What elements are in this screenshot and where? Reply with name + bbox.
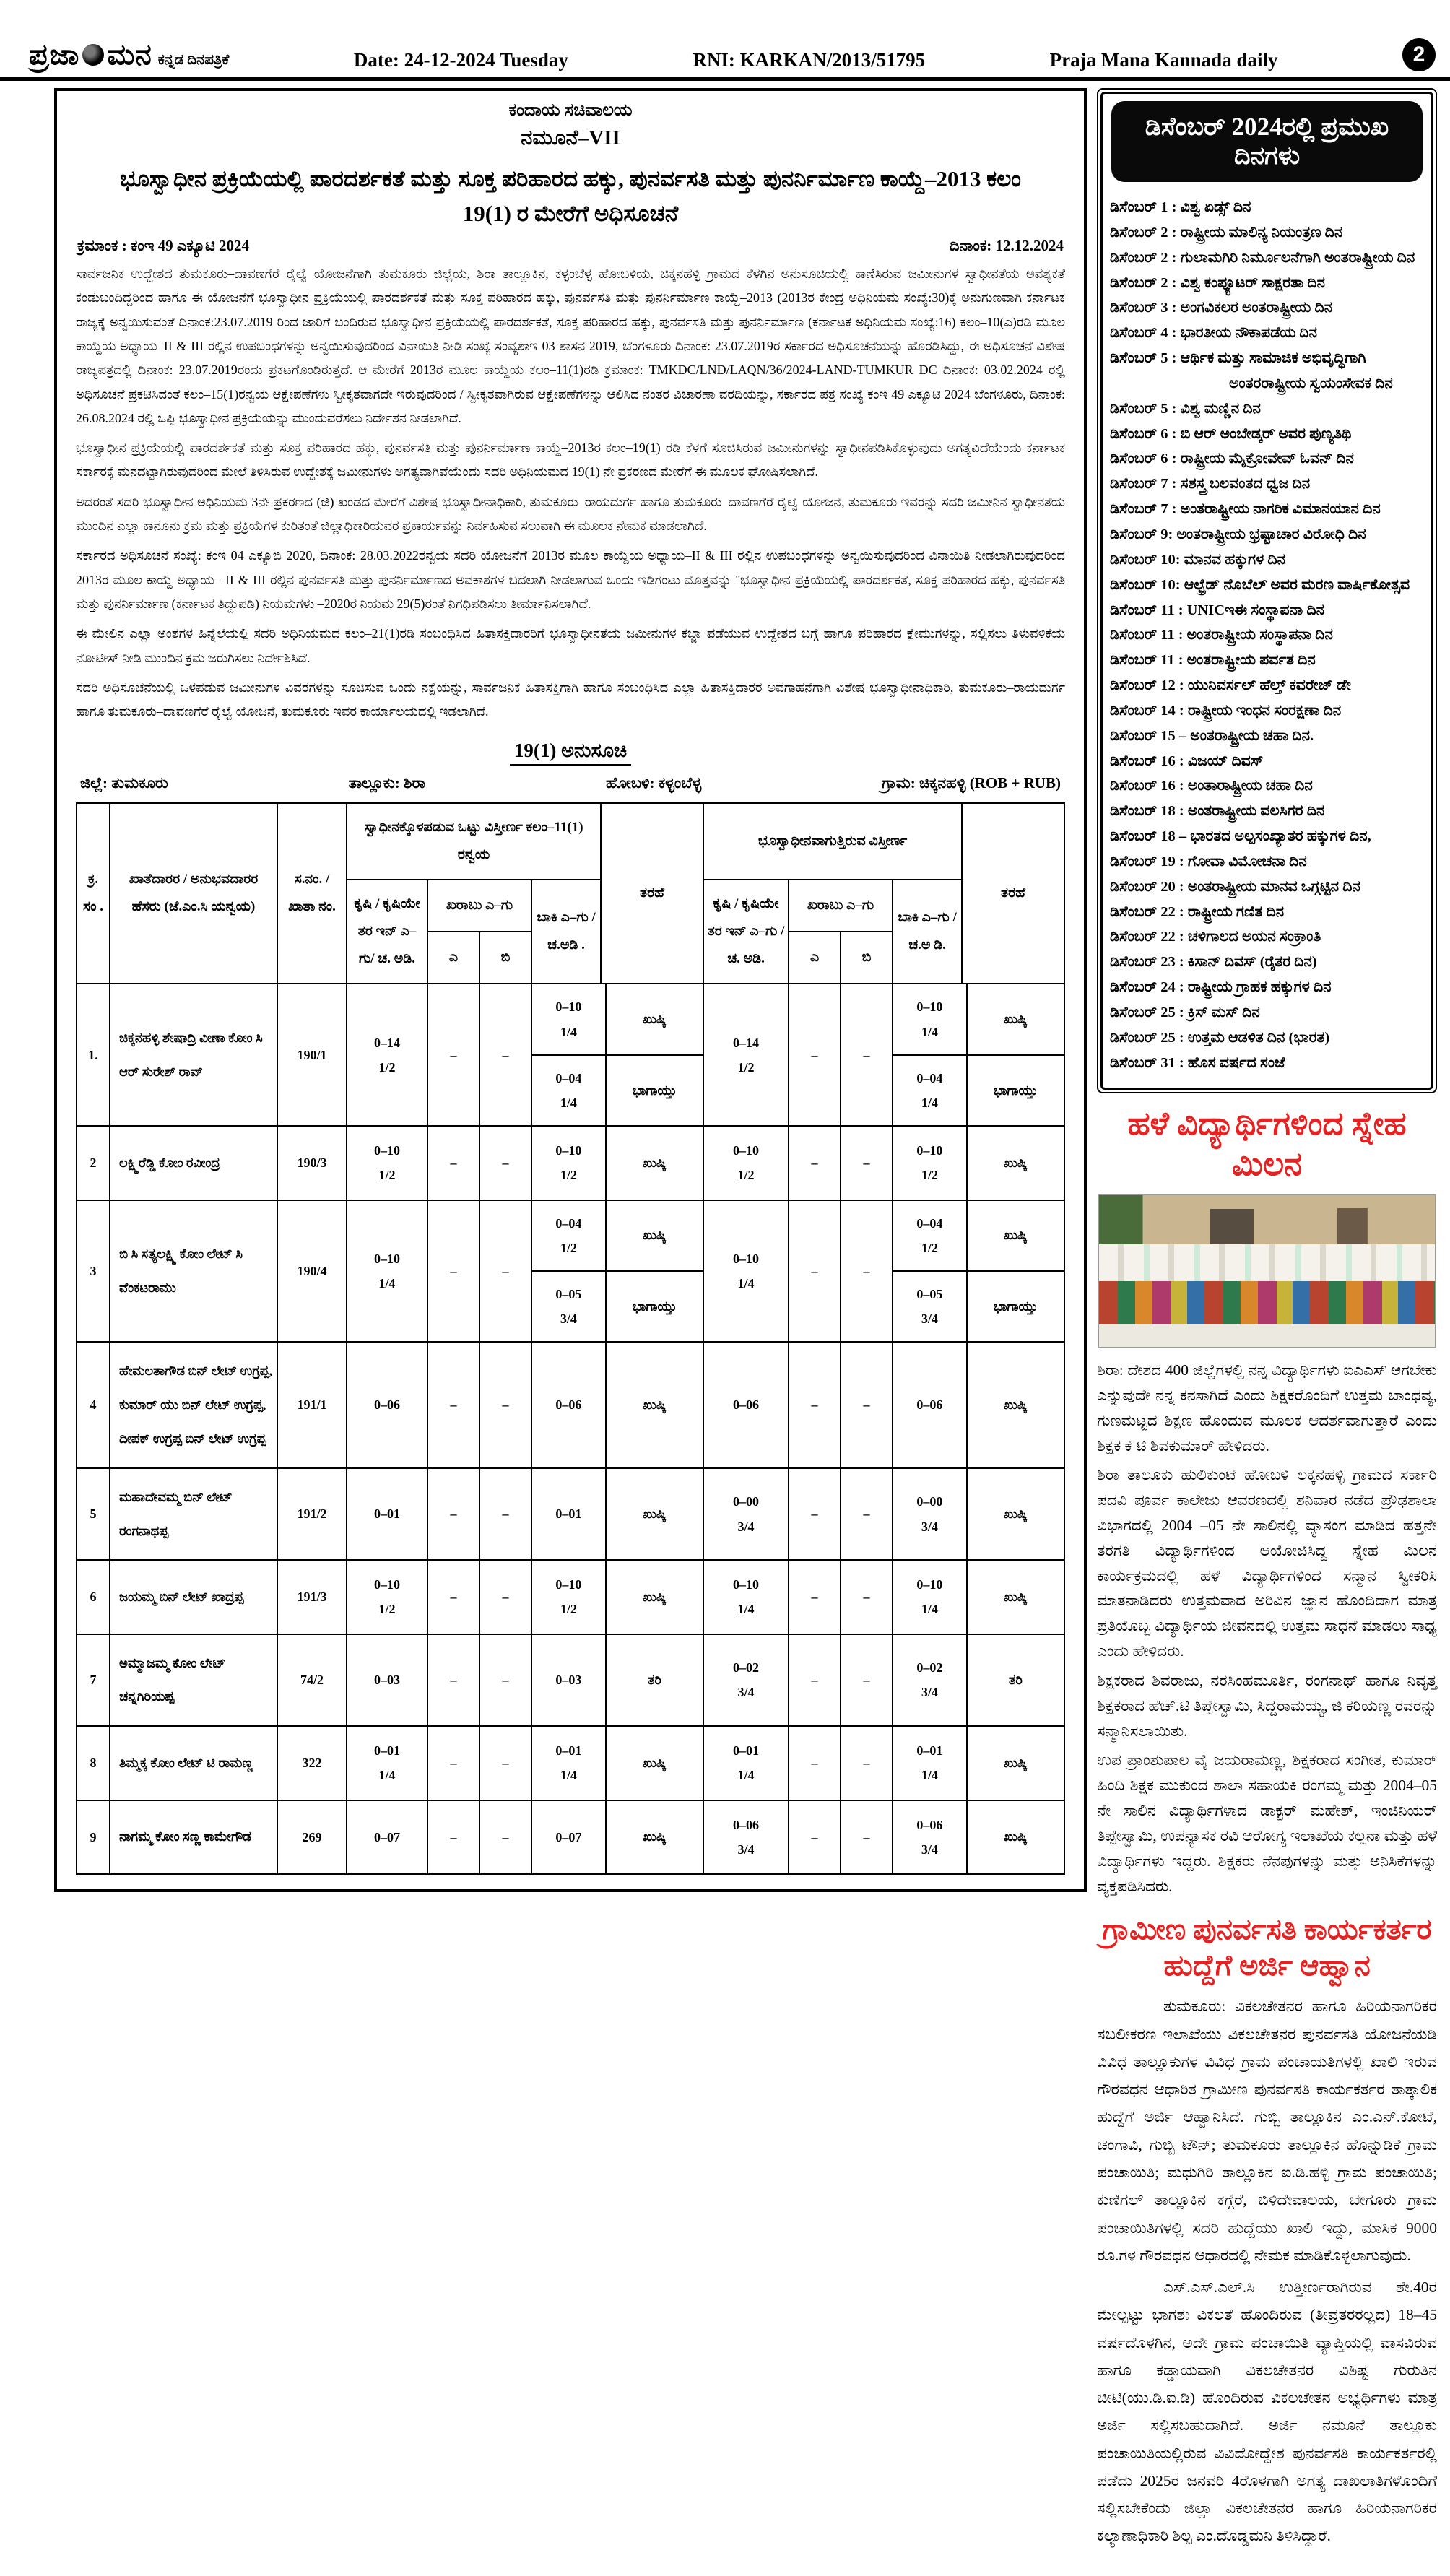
- december-day-item: ಡಿಸೆಂಬರ್ 14 : ರಾಷ್ಟ್ರೀಯ ಇಂಧನ ಸಂರಕ್ಷಣಾ ದಿನ: [1110, 702, 1342, 719]
- land-type: ಖುಷ್ಕಿ: [966, 1201, 1064, 1270]
- baki-taraha-subrow: [893, 1727, 1064, 1799]
- row-kharab-b-total: –: [479, 984, 531, 1126]
- land-type: ಖುಷ್ಕಿ: [605, 1561, 703, 1633]
- baki-area: 0–04 1/2: [916, 1215, 943, 1255]
- article-paragraph: ತುಮಕೂರು: ವಿಕಲಚೇತನರ ಹಾಗೂ ಹಿರಿಯನಾಗರಿಕರ ಸಬಲೀಕರಣ ಇಲಾಖೆಯು ವಿಕಲಚೇತನರ ಪುನರ್ವಸತಿ ಯೋಜನೆಯಡಿ ವಿವಿಧ ತಾಲ್ಲೂಕುಗಳ ವಿವಿಧ ಗ್ರಾಮ ಪಂಚಾಯತಿಗಳಲ್ಲಿ ಖಾಲಿ ಇರುವ ಗೌರವಧನ ಆಧಾರಿತ ಗ್ರಾಮೀಣ ಪುನರ್ವಸತಿ ಕಾರ್ಯಕರ್ತರ ತಾತ್ಕಾಲಿಕ ಹುದ್ದೆಗೆ ಅರ್ಜಿ ಆಹ್ವಾನಿಸಿದೆ. ಗುಬ್ಬಿ ತಾಲ್ಲೂಕಿನ ಎಂ.ಎನ್.ಕೋಟೆ, ಚಂಗಾವಿ, ಗುಬ್ಬಿ ಟೌನ್; ತುಮಕೂರು ತಾಲ್ಲೂಕಿನ ಹೊನ್ನುಡಿಕೆ ಗ್ರಾಮ ಪಂಚಾಯಿತಿ; ಮಧುಗಿರಿ ತಾಲ್ಲೂಕಿನ ಐ.ಡಿ.ಹಳ್ಳಿ ಗ್ರಾಮ ಪಂಚಾಯಿತಿ; ಕುಣಿಗಲ್ ತಾಲ್ಲೂಕಿನ ಕಗ್ಗೆರೆ, ಬಿಳಿದೇವಾಲಯ, ಬೇಗೂರು ಗ್ರಾಮ ಪಂಚಾಯಿತಿಗಳಲ್ಲಿ ಸದರಿ ಹುದ್ದೆಯು ಖಾಲಿ ಇದ್ದು, ಮಾಸಿಕ 9000 ರೂ.ಗಳ ಗೌರವಧನ ಆಧಾರದಲ್ಲಿ ನೇಮಕ ಮಾಡಿಕೊಳ್ಳಲಾಗುವುದು.: [1097, 1998, 1437, 2264]
- december-day-item: ಡಿಸೆಂಬರ್ 4 : ಭಾರತೀಯ ನೌಕಾಪಡೆಯ ದಿನ: [1110, 325, 1318, 342]
- row-owner-name: ಜಯಮ್ಮ ಬಿನ್ ಲೇಟ್ ಖಾದ್ರಪ್ಪ: [110, 1560, 277, 1634]
- row-kharab-b-acquired: –: [841, 1200, 893, 1343]
- row-baki-taraha-acquired: [893, 1634, 1064, 1727]
- december-day-item: ಡಿಸೆಂಬರ್ 15 – ಅಂತರಾಷ್ಟ್ರೀಯ ಚಹಾ ದಿನ.: [1110, 727, 1314, 744]
- baki-area: 0–02 3/4: [916, 1660, 943, 1700]
- article-paragraph: ಎಸ್.ಎಸ್.ಎಲ್.ಸಿ ಉತ್ತೀರ್ಣರಾಗಿರುವ ಶೇ.40ರ ಮೇಲ್ಪಟ್ಟು ಭಾಗಶಃ ವಿಕಲತೆ ಹೊಂದಿರುವ (ತೀವ್ರತರರಲ್ಲದ) 18–45 ವರ್ಷದೊಳಗಿನ, ಅದೇ ಗ್ರಾಮ ಪಂಚಾಯಿತಿ ವ್ಯಾಪ್ತಿಯಲ್ಲಿ ವಾಸವಿರುವ ಹಾಗೂ ಕಡ್ಡಾಯವಾಗಿ ವಿಕಲಚೇತನರ ವಿಶಿಷ್ಟ ಗುರುತಿನ ಚೀಟಿ(ಯು.ಡಿ.ಐ.ಡಿ) ಹೊಂದಿರುವ ವಿಕಲಚೇತನ ಅಭ್ಯರ್ಥಿಗಳು ಮಾತ್ರ ಅರ್ಜಿ ಸಲ್ಲಿಸಬಹುದಾಗಿದೆ. ಅರ್ಜಿ ನಮೂನೆ ತಾಲ್ಲೂಕು ಪಂಚಾಯಿತಿಯಲ್ಲಿರುವ ವಿವಿದೋದ್ದೇಶ ಪುನರ್ವಸತಿ ಕಾರ್ಯಕರ್ತರಲ್ಲಿ ಪಡೆದು 2025ರ ಜನವರಿ 4ರೊಳಗಾಗಿ ಅಗತ್ಯ ದಾಖಲಾತಿಗಳೊಂದಿಗೆ ಸಲ್ಲಿಸಬೇಕೆಂದು ಜಿಲ್ಲಾ ವಿಕಲಚೇತನರ ಹಾಗೂ ಹಿರಿಯನಾಗರಿಕರ ಕಲ್ಯಾಣಾಧಿಕಾರಿ ಶಿಲ್ಪ ಎಂ.ದೊಡ್ಡಮನಿ ತಿಳಿಸಿದ್ದಾರೆ.: [1097, 2278, 1437, 2545]
- col-owner-name: ಖಾತೆದಾರರ / ಅನುಭವದಾರರ ಹೆಸರು (ಜೆ.ಎಂ.ಸಿ ಯನ್ವಯ): [110, 803, 277, 984]
- row-kharab-a-total: –: [427, 1726, 479, 1800]
- newspaper-logo: [29, 38, 229, 71]
- baki-taraha-subrow: [532, 1054, 703, 1125]
- col-krishi-a: ಕೃಷಿ / ಕೃಷಿಯೇ ತರ ಇನ್ ಎ– ಗು/ ಚ. ಅಡಿ.: [347, 880, 427, 984]
- row-kharab-b-total: –: [479, 1726, 531, 1800]
- notice-paragraph: ಭೂಸ್ವಾಧೀನ ಪ್ರಕ್ರಿಯೆಯಲ್ಲಿ ಪಾರದರ್ಶಕತೆ ಮತ್ತು ಸೂಕ್ತ ಪರಿಹಾರದ ಹಕ್ಕು, ಪುನರ್ವಸತಿ ಮತ್ತು ಪುನರ್ನಿರ್ಮಾಣ ಕಾಯ್ದೆ–2013ರ ಕಲಂ–19(1) ರಡಿ ಕೆಳಗೆ ಸೂಚಿಸಿರುವ ಜಮೀನುಗಳನ್ನು ಸ್ವಾಧೀನಪಡಿಸಿಕೊಳ್ಳುವುದು ಅಗತ್ಯವಿದೆಯೆಂದು ಕರ್ನಾಟಕ ಸರ್ಕಾರಕ್ಕೆ ಮನದಟ್ಟಾಗಿರುವುದರಿಂದ ಮೇಲೆ ತಿಳಿಸಿರುವ ಉದ್ದೇಶಕ್ಕೆ ಜಮೀನುಗಳು ಅಗತ್ಯವಾಗಿವೆಯೆಂದು ಸದರಿ ಅಧಿನಿಯಮದ 19(1) ನೇ ಪ್ರಕರಣದ ಮೇರೆಗೆ ಈ ಮೂಲಕ ಘೋಷಿಸಲಾಗಿದೆ.: [76, 441, 1066, 480]
- article-paragraph: ಉಪ ಪ್ರಾಂಶುಪಾಲ ವೈ ಜಯರಾಮಣ್ಣ, ಶಿಕ್ಷಕರಾದ ಸಂಗೀತ, ಕುಮಾರ್ ಹಿಂದಿ ಶಿಕ್ಷಕ ಮುಕುಂದ ಶಾಲಾ ಸಹಾಯಕಿ ರಂಗಮ್ಮ ಮತ್ತು 2004–05 ನೇ ಸಾಲಿನ ವಿದ್ಯಾರ್ಥಿಗಳಾದ ಡಾಕ್ಟರ್ ಮಹೇಶ್, ಇಂಜಿನಿಯರ್ ತಿಪ್ಪೇಸ್ವಾಮಿ, ಉಪನ್ಯಾಸಕ ರವಿ ಆರೋಗ್ಯ ಇಲಾಖೆಯ ಕಲ್ಪನಾ ಮತ್ತು ಹಳೆ ವಿದ್ಯಾರ್ಥಿಗಳು ಇದ್ದರು. ಶಿಕ್ಷಕರು ನೆನಪುಗಳನ್ನು ಮತ್ತು ಅನಿಸಿಕೆಗಳನ್ನು ವ್ಯಕ್ತಪಡಿಸಿದರು.: [1097, 1751, 1437, 1895]
- baki-area: 0–06: [555, 1397, 582, 1413]
- baki-area: 0–01 1/4: [555, 1743, 582, 1783]
- row-krishi-total: 0–06: [347, 1342, 427, 1467]
- row-kharab-b-acquired: –: [841, 1634, 893, 1727]
- baki-area: 0–10 1/2: [555, 1577, 582, 1617]
- december-day-item: ಡಿಸೆಂಬರ್ 22 : ರಾಷ್ಟ್ರೀಯ ಗಣಿತ ದಿನ: [1110, 903, 1285, 920]
- baki-taraha-subrow: [532, 1727, 703, 1799]
- baki-area: 0–01 1/4: [916, 1743, 943, 1783]
- land-type: ಖುಷ್ಕಿ: [966, 1343, 1064, 1467]
- row-kharab-b-total: –: [479, 1200, 531, 1343]
- row-kharab-a-acquired: –: [789, 1342, 841, 1467]
- row-survey-no: 191/3: [277, 1560, 347, 1634]
- alumni-group-photo: [1098, 1194, 1436, 1348]
- form-number: ನಮೂನೆ–VII: [521, 126, 620, 149]
- notice-title: ಭೂಸ್ವಾಧೀನ ಪ್ರಕ್ರಿಯೆಯಲ್ಲಿ ಪಾರದರ್ಶಕತೆ ಮತ್ತು ಸೂಕ್ತ ಪರಿಹಾರದ ಹಕ್ಕು, ಪುನರ್ವಸತಿ ಮತ್ತು ಪುನರ್ನಿರ್ಮಾಣ ಕಾಯ್ದೆ–2013 ಕಲಂ 19(1) ರ ಮೇರೆಗೆ ಅಧಿಸೂಚನೆ: [119, 166, 1022, 227]
- row-krishi-total: 0–10 1/4: [347, 1200, 427, 1343]
- article-paragraph: ಶಿಕ್ಷಕರಾದ ಶಿವರಾಜು, ನರಸಿಂಹಮೂರ್ತಿ, ರಂಗನಾಥ್ ಹಾಗೂ ನಿವೃತ್ತ ಶಿಕ್ಷಕರಾದ ಹೆಚ್.ಟಿ ತಿಪ್ಪೇಸ್ವಾಮಿ, ಸಿದ್ದರಾಮಯ್ಯ, ಜಿ ಕರಿಯಣ್ಣ ರವರನ್ನು ಸನ್ಮಾನಿಸಲಾಯಿತು.: [1097, 1671, 1437, 1740]
- baki-taraha-subrow: [893, 984, 1064, 1054]
- row-baki-taraha-total: [531, 984, 703, 1126]
- row-krishi-total: 0–01: [347, 1468, 427, 1561]
- row-serial: 6: [77, 1560, 110, 1634]
- land-type: ಖುಷ್ಕಿ: [966, 1561, 1064, 1633]
- row-serial: 9: [77, 1800, 110, 1874]
- land-type: ಭಾಗಾಯ್ತು: [966, 1272, 1064, 1341]
- col-kharab-a-sub-b: ಬಿ: [479, 932, 531, 984]
- baki-area: 0–04 1/2: [555, 1215, 582, 1255]
- row-krishi-acquired: 0–10 1/4: [703, 1560, 789, 1634]
- row-krishi-total: 0–07: [347, 1800, 427, 1874]
- row-kharab-a-total: –: [427, 1560, 479, 1634]
- recruitment-article: [1097, 1912, 1437, 2549]
- december-day-item: ಡಿಸೆಂಬರ್ 1 : ವಿಶ್ವ ಏಡ್ಸ್ ದಿನ: [1110, 199, 1251, 215]
- article-paragraph: ಶಿರಾ ತಾಲೂಕು ಹುಲಿಕುಂಟೆ ಹೋಬಳಿ ಲಕ್ಕನಹಳ್ಳಿ ಗ್ರಾಮದ ಸರ್ಕಾರಿ ಪದವಿ ಪೂರ್ವ ಕಾಲೇಜು ಆವರಣದಲ್ಲಿ ಶನಿವಾರ ನಡೆದ ಪ್ರೌಢಶಾಲಾ ವಿಭಾಗದಲ್ಲಿ 2004 –05 ನೇ ಸಾಲಿನಲ್ಲಿ ವ್ಯಾಸಂಗ ಮಾಡಿದ ಹತ್ತನೇ ತರಗತಿ ವಿದ್ಯಾರ್ಥಿಗಳಿಂದ ಆಯೋಜಿಸಿದ್ದ ಸ್ನೇಹ ಮಿಲನ ಕಾರ್ಯಕ್ರಮದಲ್ಲಿ ಹಳೆ ವಿದ್ಯಾರ್ಥಿಗಳಿಂದ ಸನ್ಮಾನ ಸ್ವೀಕರಿಸಿ ಮಾತನಾಡಿದರು ಉತ್ತಮವಾದ ಅರಿವಿನ ಜ್ಞಾನ ಹೊಂದಿದಾಗ ಮಾತ್ರ ಪ್ರತಿಯೊಬ್ಬ ವಿದ್ಯಾರ್ಥಿಯ ಜೀವನದಲ್ಲಿ ಉತ್ತಮ ಸಾಧನೆ ಮಾಡಲು ಸಾಧ್ಯ ಎಂದು ಹೇಳಿದರು.: [1097, 1466, 1437, 1660]
- baki-area: 0–10 1/2: [555, 1143, 582, 1183]
- december-day-item: ಡಿಸೆಂಬರ್ 2 : ವಿಶ್ವ ಕಂಪ್ಯೂಟರ್ ಸಾಕ್ಷರತಾ ದಿನ: [1110, 274, 1325, 291]
- baki-taraha-subrow: [893, 1561, 1064, 1633]
- december-day-item: ಡಿಸೆಂಬರ್ 3 : ಅಂಗವಿಕಲರ ಅಂತರಾಷ್ಟ್ರೀಯ ದಿನ: [1110, 300, 1333, 316]
- row-baki-taraha-acquired: [893, 1200, 1064, 1343]
- baki-taraha-subrow: [893, 1054, 1064, 1125]
- baki-taraha-subrow: [532, 1635, 703, 1726]
- row-survey-no: 190/3: [277, 1126, 347, 1200]
- december-day-item: ಡಿಸೆಂಬರ್ 5 : ಆರ್ಥಿಕ ಮತ್ತು ಸಾಮಾಜಿಕ ಅಭಿವೃದ್ಧಿಗಾಗಿ ಅಂತರರಾಷ್ಟ್ರೀಯ ಸ್ವಯಂಸೇವಕ ದಿನ: [1110, 350, 1393, 391]
- col-taraha-b: ತರಹೆ: [962, 803, 1064, 984]
- baki-area: 0–01: [555, 1506, 582, 1522]
- col-kharab-b: ಖರಾಬು ಎ–ಗು: [789, 880, 893, 932]
- land-type: ಖುಷ್ಕಿ: [966, 1127, 1064, 1199]
- table-row: [77, 1126, 1064, 1200]
- table-row: [77, 984, 1064, 1126]
- row-krishi-acquired: 0–10 1/2: [703, 1126, 789, 1200]
- december-day-item: ಡಿಸೆಂಬರ್ 20 : ಅಂತರಾಷ್ಟ್ರೀಯ ಮಾನವ ಒಗ್ಗಟ್ಟಿನ ದಿನ: [1110, 878, 1360, 895]
- village-label: ಗ್ರಾಮ: ಚಿಕ್ಕನಹಳ್ಳಿ (ROB + RUB): [882, 774, 1062, 792]
- alumni-article-body: [1097, 1358, 1437, 1899]
- baki-taraha-subrow: [893, 1801, 1064, 1873]
- land-type: ಖುಷ್ಕಿ: [605, 984, 703, 1054]
- december-day-item: ಡಿಸೆಂಬರ್ 9: ಅಂತರಾಷ್ಟ್ರೀಯ ಭ್ರಷ್ಟಾಚಾರ ವಿರೋಧಿ ದಿನ: [1110, 526, 1366, 542]
- row-baki-taraha-total: [531, 1342, 703, 1467]
- land-type: ಖುಷ್ಕಿ: [605, 1343, 703, 1467]
- land-type: ಖುಷ್ಕಿ: [605, 1801, 703, 1873]
- row-baki-taraha-acquired: [893, 1342, 1064, 1467]
- notice-paragraph: ಅದರಂತೆ ಸದರಿ ಭೂಸ್ವಾಧೀನ ಅಧಿನಿಯಮ 3ನೇ ಪ್ರಕರಣದ (ಜಿ) ಖಂಡದ ಮೇರೆಗೆ ವಿಶೇಷ ಭೂಸ್ವಾಧೀನಾಧಿಕಾರಿ, ತುಮಕೂರು–ರಾಯದುರ್ಗ ಹಾಗೂ ತುಮಕೂರು–ದಾವಣಗೆರೆ ರೈಲ್ವೆ ಯೋಜನೆ, ತುಮಕೂರು ಇವರನ್ನು ಸದರಿ ಜಮೀನಿನ ಸ್ವಾಧೀನತೆಯ ಮುಂದಿನ ಎಲ್ಲಾ ಕಾನೂನು ಕ್ರಮ ಮತ್ತು ಪ್ರಕ್ರಿಯೆಗಳ ಕುರಿತಂತೆ ಜಿಲ್ಲಾಧಿಕಾರಿಯವರ ಪ್ರಕಾರ್ಯವನ್ನು ನಿರ್ವಹಿಸುವ ಸಲುವಾಗಿ ಈ ಮೂಲಕ ನೇಮಕ ಮಾಡಲಾಗಿದೆ.: [76, 494, 1066, 534]
- row-baki-taraha-total: [531, 1560, 703, 1634]
- taluk-label: ತಾಲ್ಲೂಕು: ಶಿರಾ: [348, 774, 426, 792]
- baki-taraha-subrow: [893, 1343, 1064, 1467]
- row-kharab-b-acquired: –: [841, 1726, 893, 1800]
- land-type: ಖುಷ್ಕಿ: [605, 1127, 703, 1199]
- december-day-item: ಡಿಸೆಂಬರ್ 25 : ಕ್ರಿಸ್ ಮಸ್ ದಿನ: [1110, 1005, 1260, 1020]
- baki-taraha-subrow: [893, 1127, 1064, 1199]
- col-group-total-extent: ಸ್ವಾಧೀನಕ್ಕೊಳಪಡುವ ಒಟ್ಟು ವಿಸ್ತೀರ್ಣ ಕಲಂ–11(1) ರನ್ವಯ: [347, 803, 601, 880]
- issue-date: Date: 24-12-2024 Tuesday: [353, 49, 568, 71]
- december-day-item: ಡಿಸೆಂಬರ್ 18 – ಭಾರತದ ಅಲ್ಪಸಂಖ್ಯಾತರ ಹಕ್ಕುಗಳ ದಿನ,: [1110, 828, 1371, 845]
- december-day-item: ಡಿಸೆಂಬರ್ 18 : ಅಂತರಾಷ್ಟ್ರೀಯ ವಲಸಿಗರ ದಿನ: [1110, 803, 1325, 820]
- baki-taraha-subrow: [893, 1635, 1064, 1726]
- notice-ref-no: ಕ್ರಮಾಂಕ : ಕಂಇ 49 ಎಕ್ಯೂಟಿ 2024: [77, 237, 250, 255]
- row-survey-no: 190/4: [277, 1200, 347, 1343]
- december-day-item: ಡಿಸೆಂಬರ್ 7 : ಸಶಸ್ತ್ರ ಬಲವಂತದ ಧ್ವಜ ದಿನ: [1110, 476, 1311, 493]
- december-day-item: ಡಿಸೆಂಬರ್ 25 : ಉತ್ತಮ ಆಡಳಿತ ದಿನ (ಭಾರತ): [1110, 1029, 1330, 1046]
- baki-area: 0–06: [916, 1397, 943, 1413]
- row-kharab-b-acquired: –: [841, 1560, 893, 1634]
- row-kharab-a-acquired: –: [789, 1200, 841, 1343]
- row-serial: 7: [77, 1634, 110, 1727]
- land-type: ತರಿ: [966, 1635, 1064, 1726]
- row-owner-name: ತಿಮ್ಮಕ್ಕ ಕೋಂ ಲೇಟ್ ಟಿ ರಾಮಣ್ಣ: [110, 1726, 277, 1800]
- col-taraha-a: ತರಹೆ: [601, 803, 703, 984]
- page-number-badge: 2: [1402, 38, 1436, 71]
- land-type: ಖುಷ್ಕಿ: [966, 1801, 1064, 1873]
- row-krishi-acquired: 0–06 3/4: [703, 1800, 789, 1874]
- recruitment-headline-line1: ಗ್ರಾಮೀಣ ಪುನರ್ವಸತಿ ಕಾರ್ಯಕರ್ತರ: [1102, 1913, 1432, 1946]
- baki-taraha-subrow: [532, 1469, 703, 1560]
- december-days-list: [1110, 195, 1424, 1076]
- row-kharab-b-acquired: –: [841, 1342, 893, 1467]
- row-owner-name: ನಾಗಮ್ಮ ಕೋಂ ಸಣ್ಣ ಕಾಮೇಗೌಡ: [110, 1800, 277, 1874]
- december-days-title: ಡಿಸೆಂಬರ್ 2024ರಲ್ಲಿ ಪ್ರಮುಖ ದಿನಗಳು: [1111, 101, 1423, 182]
- recruitment-headline-line2: ಹುದ್ದೆಗೆ ಅರ್ಜಿ ಆಹ್ವಾನ: [1163, 1949, 1371, 1982]
- row-survey-no: 191/2: [277, 1468, 347, 1561]
- row-krishi-total: 0–14 1/2: [347, 984, 427, 1126]
- row-krishi-acquired: 0–02 3/4: [703, 1634, 789, 1727]
- december-day-item: ಡಿಸೆಂಬರ್ 6 : ಬಿ ಆರ್ ಅಂಬೇಡ್ಕರ್ ಅವರ ಪುಣ್ಯತಿಥಿ: [1110, 425, 1352, 442]
- row-baki-taraha-total: [531, 1468, 703, 1561]
- december-day-item: ಡಿಸೆಂಬರ್ 10: ಮಾನವ ಹಕ್ಕುಗಳ ದಿನ: [1110, 551, 1285, 568]
- land-schedule-table: [76, 802, 1065, 1875]
- district-label: ಜಿಲ್ಲೆ: ತುಮಕೂರು: [80, 774, 168, 792]
- row-krishi-acquired: 0–06: [703, 1342, 789, 1467]
- row-owner-name: ಚಿಕ್ಕನಹಳ್ಳಿ ಶೇಷಾದ್ರಿ ವೀಣಾ ಕೋಂ ಸಿ ಆರ್ ಸುರೇಶ್ ರಾವ್: [110, 984, 277, 1126]
- row-kharab-a-total: –: [427, 984, 479, 1126]
- table-body: [77, 984, 1064, 1874]
- row-baki-taraha-acquired: [893, 1726, 1064, 1800]
- row-survey-no: 190/1: [277, 984, 347, 1126]
- notice-paragraph: ಈ ಮೇಲಿನ ಎಲ್ಲಾ ಅಂಶಗಳ ಹಿನ್ನೆಲೆಯಲ್ಲಿ ಸದರಿ ಅಧಿನಿಯಮದ ಕಲಂ–21(1)ರಡಿ ಸಂಬಂಧಿಸಿದ ಹಿತಾಸಕ್ತಿದಾರರಿಗೆ ಭೂಸ್ವಾಧೀನತೆಯ ಜಮೀನುಗಳ ಕಬ್ಜಾ ಪಡೆಯುವ ಉದ್ದೇಶದ ಬಗ್ಗೆ ಹಾಗೂ ಪರಿಹಾರದ ಕ್ಲೇಮುಗಳನ್ನು, ಸಲ್ಲಿಸಲು ತಿಳುವಳಿಕೆಯ ನೋಟೀಸ್ ನೀಡಿ ಮುಂದಿನ ಕ್ರಮ ಜರುಗಿಸಲು ನಿರ್ದೇಶಿಸಿದೆ.: [76, 626, 1066, 665]
- row-kharab-a-acquired: –: [789, 1560, 841, 1634]
- col-kharab-b-sub-a: ಎ: [789, 932, 841, 984]
- baki-area: 0–10 1/4: [916, 999, 943, 1039]
- row-krishi-total: 0–10 1/2: [347, 1126, 427, 1200]
- recruitment-article-body: [1097, 1992, 1437, 2549]
- baki-area: 0–05 3/4: [916, 1286, 943, 1327]
- december-days-box: [1097, 88, 1437, 1093]
- baki-area: 0–10 1/2: [916, 1143, 943, 1183]
- table-row: [77, 1468, 1064, 1561]
- row-serial: 2: [77, 1126, 110, 1200]
- article-paragraph: ಶಿರಾ: ದೇಶದ 400 ಜಿಲ್ಲೆಗಳಲ್ಲಿ ನನ್ನ ವಿದ್ಯಾರ್ಥಿಗಳು ಐಎಎಸ್ ಆಗಬೇಕು ಎನ್ನುವುದೇ ನನ್ನ ಕನಸಾಗಿದೆ ಎಂದು ಶಿಕ್ಷಕರೊಂದಿಗೆ ಉತ್ತಮ ಬಾಂಧವ್ಯ, ಗುಣಮಟ್ಟದ ಶಿಕ್ಷಣ ಹೊಂದುವ ಮೂಲಕ ಆದರ್ಶವಾಗುತ್ತಾರೆ ಎಂದು ಶಿಕ್ಷಕ ಕೆ ಟಿ ಶಿವಕುಮಾರ್ ಹೇಳಿದರು.: [1097, 1361, 1437, 1454]
- col-kharab-b-sub-b: ಬಿ: [841, 932, 893, 984]
- row-kharab-a-acquired: –: [789, 1634, 841, 1727]
- december-day-item: ಡಿಸೆಂಬರ್ 5 : ವಿಶ್ವ ಮಣ್ಣಿನ ದಿನ: [1110, 400, 1261, 417]
- row-serial: 3: [77, 1200, 110, 1343]
- december-day-item: ಡಿಸೆಂಬರ್ 6 : ರಾಷ್ಟ್ರೀಯ ಮೈಕ್ರೋವೇವ್ ಓವನ್ ದಿನ: [1110, 451, 1354, 467]
- land-type: ಭಾಗಾಯ್ತು: [605, 1272, 703, 1341]
- row-kharab-a-total: –: [427, 1342, 479, 1467]
- row-baki-taraha-total: [531, 1726, 703, 1800]
- land-type: ಭಾಗಾಯ್ತು: [605, 1056, 703, 1125]
- row-survey-no: 269: [277, 1800, 347, 1874]
- row-krishi-total: 0–01 1/4: [347, 1726, 427, 1800]
- baki-area: 0–03: [555, 1673, 582, 1688]
- december-day-item: ಡಿಸೆಂಬರ್ 19 : ಗೋವಾ ವಿಮೋಚನಾ ದಿನ: [1110, 853, 1307, 869]
- baki-taraha-subrow: [532, 1801, 703, 1873]
- row-baki-taraha-acquired: [893, 1126, 1064, 1200]
- row-kharab-a-acquired: –: [789, 1126, 841, 1200]
- col-kharab-a: ಖರಾಬು ಎ–ಗು: [427, 880, 531, 932]
- row-kharab-b-acquired: –: [841, 984, 893, 1126]
- row-kharab-a-acquired: –: [789, 1468, 841, 1561]
- baki-area: 0–07: [555, 1829, 582, 1844]
- row-kharab-b-total: –: [479, 1468, 531, 1561]
- newspaper-title-english: Praja Mana Kannada daily: [1049, 49, 1278, 71]
- logo-right: ಮನ: [107, 38, 152, 71]
- land-type: ಖುಷ್ಕಿ: [605, 1469, 703, 1560]
- department-name: ಕಂದಾಯ ಸಚಿವಾಲಯ: [508, 101, 633, 120]
- row-krishi-acquired: 0–00 3/4: [703, 1468, 789, 1561]
- december-day-item: ಡಿಸೆಂಬರ್ 23 : ಕಿಸಾನ್ ದಿವಸ್ (ರೈತರ ದಿನ): [1110, 954, 1317, 971]
- land-type: ತರಿ: [605, 1635, 703, 1726]
- row-kharab-b-total: –: [479, 1126, 531, 1200]
- notice-paragraph: ಸರ್ಕಾರದ ಅಧಿಸೂಚನೆ ಸಂಖ್ಯೆ: ಕಂಇ 04 ಎಕ್ಯೂಬಿ 2020, ದಿನಾಂಕ: 28.03.2022ರನ್ವಯ ಸದರಿ ಯೋಜನೆಗೆ 2013ರ ಮೂಲ ಕಾಯ್ದೆಯ ಅಧ್ಯಾಯ–II & III ರಲ್ಲಿನ ಉಪಬಂಧಗಳನ್ನು ಅನ್ವಯಿಸುವುದರಿಂದ ವಿನಾಯಿತಿ ನೀಡಲಾಗಿರುವುದರಿಂದ 2013ರ ಮೂಲ ಕಾಯ್ದೆ ಅಧ್ಯಾಯ– II & III ರಲ್ಲಿನ ಪುನರ್ವಸತಿ ಮತ್ತು ಪುನರ್ನಿರ್ಮಾಣದ ಅವಕಾಶಗಳ ಬದಲಾಗಿ ನೀಡಲಾಗುವ ಒಂದು ಇಡಿಗಂಟು ಮೊತ್ತವನ್ನು ''ಭೂಸ್ವಾಧೀನ ಪ್ರಕ್ರಿಯೆಯಲ್ಲಿ ಪಾರದರ್ಶಕತೆ, ಸೂಕ್ತ ಪರಿಹಾರದ ಹಕ್ಕು, ಪುನರ್ವಸತಿ ಮತ್ತು ಪುನರ್ನಿರ್ಮಾಣ (ಕರ್ನಾಟಕ ತಿದ್ದುಪಡಿ) ನಿಯಮಗಳು –2020ರ ನಿಯಮ 29(5)ರಂತೆ ನಿಗಧಿಪಡಿಸಲು ತೀರ್ಮಾನಿಸಲಾಗಿದೆ.: [76, 548, 1066, 611]
- notice-paragraph: ಸದರಿ ಅಧಿಸೂಚನೆಯಲ್ಲಿ ಒಳಪಡುವ ಜಮೀನುಗಳ ವಿವರಗಳನ್ನು ಸೂಚಿಸುವ ಒಂದು ನಕ್ಷೆಯನ್ನು, ಸಾರ್ವಜನಿಕ ಹಿತಾಸಕ್ತಿಗಾಗಿ ಹಾಗೂ ಸಂಬಂಧಿಸಿದ ಎಲ್ಲಾ ಹಿತಾಸಕ್ತಿದಾರರ ಅವಗಾಹನೆಗಾಗಿ ವಿಶೇಷ ಭೂಸ್ವಾಧೀನಾಧಿಕಾರಿ, ತುಮಕೂರು–ರಾಯದುರ್ಗ ಹಾಗೂ ತುಮಕೂರು–ದಾವಣಗೆರೆ ರೈಲ್ವೆ ಯೋಜನೆ, ತುಮಕೂರು ಇವರ ಕಾರ್ಯಾಲಯದಲ್ಲಿ ಇಡಲಾಗಿದೆ.: [76, 680, 1066, 719]
- logo-subtitle: ಕನ್ನಡ ದಿನಪತ್ರಿಕೆ: [157, 52, 230, 68]
- notice-body: [76, 262, 1065, 724]
- row-baki-taraha-total: [531, 1800, 703, 1874]
- december-day-item: ಡಿಸೆಂಬರ್ 11 : ಅಂತರಾಷ್ಟ್ರೀಯ ಪರ್ವತ ದಿನ: [1110, 652, 1316, 669]
- masthead: [0, 0, 1450, 81]
- row-serial: 1.: [77, 984, 110, 1126]
- table-row: [77, 1560, 1064, 1634]
- december-day-item: ಡಿಸೆಂಬರ್ 11 : ಅಂತರಾಷ್ಟ್ರೀಯ ಸಂಸ್ಥಾಪನಾ ದಿನ: [1110, 627, 1333, 643]
- baki-area: 0–00 3/4: [916, 1494, 943, 1534]
- hobli-label: ಹೋಬಳಿ: ಕಳ್ಳಂಬೆಳ್ಳ: [605, 774, 702, 792]
- recruitment-headline: [1097, 1912, 1437, 1984]
- row-baki-taraha-total: [531, 1200, 703, 1343]
- baki-area: 0–10 1/4: [916, 1577, 943, 1617]
- december-day-item: ಡಿಸೆಂಬರ್ 31 : ಹೊಸ ವರ್ಷದ ಸಂಜೆ: [1110, 1054, 1285, 1071]
- land-type: ಖುಷ್ಕಿ: [966, 1727, 1064, 1799]
- table-row: [77, 1800, 1064, 1874]
- baki-taraha-subrow: [532, 1561, 703, 1633]
- row-serial: 4: [77, 1342, 110, 1467]
- row-kharab-b-total: –: [479, 1342, 531, 1467]
- baki-area: 0–06 3/4: [916, 1817, 943, 1857]
- page-content: [0, 81, 1450, 2576]
- baki-taraha-subrow: [893, 1469, 1064, 1560]
- row-kharab-a-total: –: [427, 1126, 479, 1200]
- land-type: ಖುಷ್ಕಿ: [966, 984, 1064, 1054]
- row-kharab-a-acquired: –: [789, 1800, 841, 1874]
- row-kharab-b-acquired: –: [841, 1800, 893, 1874]
- december-day-item: ಡಿಸೆಂಬರ್ 22 : ಚಳಿಗಾಲದ ಅಯನ ಸಂಕ್ರಾಂತಿ: [1110, 929, 1321, 945]
- alumni-article-headline: ಹಳೆ ವಿದ್ಯಾರ್ಥಿಗಳಿಂದ ಸ್ನೇಹ ಮಿಲನ: [1127, 1105, 1407, 1182]
- row-baki-taraha-acquired: [893, 1800, 1064, 1874]
- logo-text: [29, 38, 152, 71]
- row-krishi-acquired: 0–14 1/2: [703, 984, 789, 1126]
- baki-area: 0–04 1/4: [916, 1070, 943, 1110]
- december-day-item: ಡಿಸೆಂಬರ್ 12 : ಯುನಿವರ್ಸಲ್ ಹೆಲ್ತ್ ಕವರೇಜ್ ಡೇ: [1110, 677, 1351, 694]
- row-owner-name: ಲಕ್ಷ್ಮಿರೆಡ್ಡಿ ಕೋಂ ರವೀಂದ್ರ: [110, 1126, 277, 1200]
- row-kharab-a-total: –: [427, 1200, 479, 1343]
- table-row: [77, 1200, 1064, 1343]
- row-owner-name: ಹೇಮಲತಾಗೌಡ ಬಿನ್ ಲೇಟ್ ಉಗ್ರಪ್ಪ, ಕುಮಾರ್ ಯು ಬಿನ್ ಲೇಟ್ ಉಗ್ರಪ್ಪ, ದೀಪಕ್ ಉಗ್ರಪ್ಪ ಬಿನ್ ಲೇಟ್ ಉಗ್ರಪ್ಪ: [110, 1342, 277, 1467]
- col-kharab-a-sub-a: ಎ: [427, 932, 479, 984]
- baki-area: 0–04 1/4: [555, 1070, 582, 1110]
- row-kharab-b-total: –: [479, 1800, 531, 1874]
- row-owner-name: ಅಮ್ಮಾಜಮ್ಮ ಕೋಂ ಲೇಟ್ ಚನ್ನಗಿರಿಯಪ್ಪ: [110, 1634, 277, 1727]
- december-day-item: ಡಿಸೆಂಬರ್ 11 : UNICಇಈ ಸಂಸ್ಥಾಪನಾ ದಿನ: [1110, 602, 1325, 618]
- december-day-item: ಡಿಸೆಂಬರ್ 2 : ರಾಷ್ಟ್ರೀಯ ಮಾಲಿನ್ಯ ನಿಯಂತ್ರಣ ದಿನ: [1110, 224, 1343, 240]
- schedule-meta: [80, 774, 1061, 792]
- land-type: ಭಾಗಾಯ್ತು: [966, 1056, 1064, 1125]
- december-day-item: ಡಿಸೆಂಬರ್ 16 : ವಿಜಯ್ ದಿವಸ್: [1110, 753, 1264, 769]
- rni-number: RNI: KARKAN/2013/51795: [693, 49, 926, 71]
- baki-taraha-subrow: [532, 1343, 703, 1467]
- december-day-item: ಡಿಸೆಂಬರ್ 16 : ಅಂತಾರಾಷ್ಟ್ರೀಯ ಚಹಾ ದಿನ: [1110, 778, 1313, 794]
- logo-emblem-icon: [82, 44, 104, 66]
- row-krishi-total: 0–03: [347, 1634, 427, 1727]
- december-day-item: ಡಿಸೆಂಬರ್ 7 : ಅಂತರಾಷ್ಟ್ರೀಯ ನಾಗರಿಕ ವಿಮಾನಯಾನ ದಿನ: [1110, 501, 1381, 518]
- land-acquisition-notice: [54, 88, 1087, 1892]
- row-kharab-a-total: –: [427, 1634, 479, 1727]
- row-survey-no: 191/1: [277, 1342, 347, 1467]
- row-kharab-b-acquired: –: [841, 1126, 893, 1200]
- row-survey-no: 74/2: [277, 1634, 347, 1727]
- col-serial: ಕ್ರ. ಸಂ .: [77, 803, 110, 984]
- table-header: [77, 803, 1064, 984]
- row-kharab-a-total: –: [427, 1468, 479, 1561]
- december-day-item: ಡಿಸೆಂಬರ್ 24 : ರಾಷ್ಟ್ರೀಯ ಗ್ರಾಹಕ ಹಕ್ಕುಗಳ ದಿನ: [1110, 979, 1332, 996]
- row-krishi-total: 0–10 1/2: [347, 1560, 427, 1634]
- row-kharab-b-acquired: –: [841, 1468, 893, 1561]
- baki-area: 0–05 3/4: [555, 1286, 582, 1327]
- row-baki-taraha-acquired: [893, 1560, 1064, 1634]
- row-kharab-b-total: –: [479, 1560, 531, 1634]
- baki-taraha-subrow: [532, 1201, 703, 1270]
- row-kharab-a-acquired: –: [789, 984, 841, 1126]
- row-kharab-b-total: –: [479, 1634, 531, 1727]
- land-type: ಖುಷ್ಕಿ: [605, 1727, 703, 1799]
- notice-paragraph: ಸಾರ್ವಜನಿಕ ಉದ್ದೇಶದ ತುಮಕೂರು–ದಾವಣಗೆರೆ ರೈಲ್ವೆ ಯೋಜನೆಗಾಗಿ ತುಮಕೂರು ಜಿಲ್ಲೆಯ, ಶಿರಾ ತಾಲ್ಲೂಕಿನ, ಕಳ್ಳಂಬೆಳ್ಳ ಹೋಬಳಿಯ, ಚಿಕ್ಕನಹಳ್ಳಿ ಗ್ರಾಮದ ಕೆಳಗಿನ ಅನುಸೂಚಿಯಲ್ಲಿ ಕಾಣಿಸಿರುವ ಜಮೀನುಗಳ ಸ್ವಾಧೀನತೆಯ ಅವಶ್ಯಕತೆ ಕಂಡುಬಂದಿದ್ದರಿಂದ ಹಾಗೂ ಈ ಯೋಜನೆಗೆ ಭೂಸ್ವಾಧೀನ ಪ್ರಕ್ರಿಯೆಯಲ್ಲಿ ಪಾರದರ್ಶಕತೆ ಮತ್ತು ಸೂಕ್ತ ಪರಿಹಾರದ ಹಕ್ಕು, ಪುನರ್ವಸತಿ ಮತ್ತು ಪುನರ್ನಿರ್ಮಾಣ ಕಾಯ್ದೆ–2013 (2013ರ ಕೇಂದ್ರ ಅಧಿನಿಯಮ ಸಂಖ್ಯೆ:30)ಕ್ಕೆ ಅನುಗುಣವಾಗಿ ಕರ್ನಾಟಕ ರಾಜ್ಯಕ್ಕೆ ಅನ್ವಯಿಸುವಂತೆ ದಿನಾಂಕ:23.07.2019 ರಿಂದ ಜಾರಿಗೆ ಬಂದಿರುವ ಭೂಸ್ವಾಧೀನ ಪ್ರಕ್ರಿಯೆಯಲ್ಲಿ ಪಾರದರ್ಶಕತೆ, ಸೂಕ್ತ ಪರಿಹಾರದ ಹಕ್ಕು, ಪುನರ್ವಸತಿ ಮತ್ತು ಪುನರ್ನಿರ್ಮಾಣ (ಕರ್ನಾಟಕ ಅಧಿನಿಯಮ ಸಂಖ್ಯೆ:16) ಕಲಂ–10(ಎ)ರಡಿ ಮೂಲ ಕಾಯ್ದೆಯ ಅಧ್ಯಾಯ–II & III ರಲ್ಲಿನ ಉಪಬಂಧಗಳನ್ನು ಅನ್ವಯಿಸುವುದರಿಂದ ವಿನಾಯಿತಿ ನೀಡಿ ಸಂಖ್ಯೆ ಸಂವ್ಯಶಾಇ 03 ಶಾಸನ 2019, ಬೆಂಗಳೂರು ದಿನಾಂಕ: 23.07.2019ರ ಸರ್ಕಾರದ ಅಧಿಸೂಚನೆಯನ್ನು ಹೊರಡಿಸಿದ್ದು, ಈ ಅಧಿಸೂಚನೆ ವಿಶೇಷ ರಾಜ್ಯಪತ್ರದಲ್ಲಿ ದಿನಾಂಕ: 23.07.2019ರಂದು ಪ್ರಕಟಗೊಂಡಿರುತ್ತದೆ. ಆ ಮೇರೆಗೆ 2013ರ ಮೂಲ ಕಾಯ್ದೆಯ ಕಲಂ–11(1)ರಡಿ ಕ್ರಮಾಂಕ: TMKDC/LND/LAQN/36/2024-LAND-TUMKUR DC ದಿನಾಂಕ: 03.02.2024 ರಲ್ಲಿ ಅಧಿಸೂಚನೆ ಪ್ರಕಟಿಸಿದಂತೆ ಕಲಂ–15(1)ರನ್ವಯ ಆಕ್ಷೇಪಣೆಗಳು ಸ್ವೀಕೃತವಾಗದೇ ಇರುವುದರಿಂದ / ಸ್ವೀಕೃತವಾಗಿರುವ ಆಕ್ಷೇಪಣೆಗಳನ್ನು ಆಲಿಸಿದ ನಂತರ ವಿಚಾರಣಾ ವರದಿಯನ್ನು, ಸರ್ಕಾರದ ಪತ್ರ ಸಂಖ್ಯೆ ಕಂಇ 49 ಎಕ್ಯೂಟಿ 2024 ಬೆಂಗಳೂರು, ದಿನಾಂಕ: 26.08.2024 ರಲ್ಲಿ ಒಪ್ಪಿ ಭೂಸ್ವಾಧೀನ ಪ್ರಕ್ರಿಯೆಯನ್ನು ಮುಂದುವರೆಸಲು ನಿರ್ದೇಶನ ನೀಡಲಾಗಿದೆ.: [76, 266, 1066, 425]
- row-baki-taraha-acquired: [893, 1468, 1064, 1561]
- baki-area: 0–10 1/4: [555, 999, 582, 1039]
- col-survey-no: ಸ.ನಂ. / ಖಾತಾ ನಂ.: [277, 803, 347, 984]
- row-owner-name: ಮಹಾದೇವಮ್ಮ ಬಿನ್ ಲೇಟ್ ರಂಗನಾಥಪ್ಪ: [110, 1468, 277, 1561]
- col-group-acquired-extent: ಭೂಸ್ವಾಧೀನವಾಗುತ್ತಿರುವ ವಿಸ್ತೀರ್ಣ: [703, 803, 962, 880]
- december-day-item: ಡಿಸೆಂಬರ್ 2 : ಗುಲಾಮಗಿರಿ ನಿರ್ಮೂಲನೆಗಾಗಿ ಅಂತರಾಷ್ಟ್ರೀಯ ದಿನ: [1110, 249, 1415, 266]
- december-day-item: ಡಿಸೆಂಬರ್ 10: ಆಲ್ಫ್ರೆಡ್ ನೊಬೆಲ್ ಅವರ ಮರಣ ವಾರ್ಷಿಕೋತ್ಸವ: [1110, 576, 1410, 593]
- row-serial: 8: [77, 1726, 110, 1800]
- row-survey-no: 322: [277, 1726, 347, 1800]
- col-baki-a: ಬಾಕಿ ಎ–ಗು / ಚ.ಅಡಿ .: [531, 880, 601, 984]
- baki-taraha-subrow: [532, 1127, 703, 1199]
- schedule-title: 19(1) ಅನುಸೂಚಿ: [76, 740, 1065, 763]
- notice-date: ದಿನಾಂಕ: 12.12.2024: [949, 237, 1064, 255]
- alumni-meet-article: [1097, 1103, 1437, 1899]
- baki-taraha-subrow: [532, 1270, 703, 1341]
- row-krishi-acquired: 0–10 1/4: [703, 1200, 789, 1343]
- col-krishi-b: ಕೃಷಿ / ಕೃಷಿಯೇ ತರ ಇನ್ ಎ–ಗು / ಚ. ಅಡಿ.: [703, 880, 789, 984]
- row-serial: 5: [77, 1468, 110, 1561]
- land-type: ಖುಷ್ಕಿ: [605, 1201, 703, 1270]
- right-column: [1097, 88, 1437, 2554]
- logo-left: ಪ್ರಜಾ: [29, 38, 80, 71]
- row-baki-taraha-acquired: [893, 984, 1064, 1126]
- baki-taraha-subrow: [893, 1270, 1064, 1341]
- row-baki-taraha-total: [531, 1126, 703, 1200]
- table-row: [77, 1726, 1064, 1800]
- row-krishi-acquired: 0–01 1/4: [703, 1726, 789, 1800]
- row-owner-name: ಬಿ ಸಿ ಸತ್ಯಲಕ್ಷ್ಮಿ ಕೋಂ ಲೇಟ್ ಸಿ ವೆಂಕಟರಾಮು: [110, 1200, 277, 1343]
- table-row: [77, 1634, 1064, 1727]
- col-baki-b: ಬಾಕಿ ಎ–ಗು / ಚ.ಅ ಡಿ.: [893, 880, 962, 984]
- baki-taraha-subrow: [893, 1201, 1064, 1270]
- row-kharab-a-total: –: [427, 1800, 479, 1874]
- table-row: [77, 1342, 1064, 1467]
- land-type: ಖುಷ್ಕಿ: [966, 1469, 1064, 1560]
- row-kharab-a-acquired: –: [789, 1726, 841, 1800]
- baki-taraha-subrow: [532, 984, 703, 1054]
- row-baki-taraha-total: [531, 1634, 703, 1727]
